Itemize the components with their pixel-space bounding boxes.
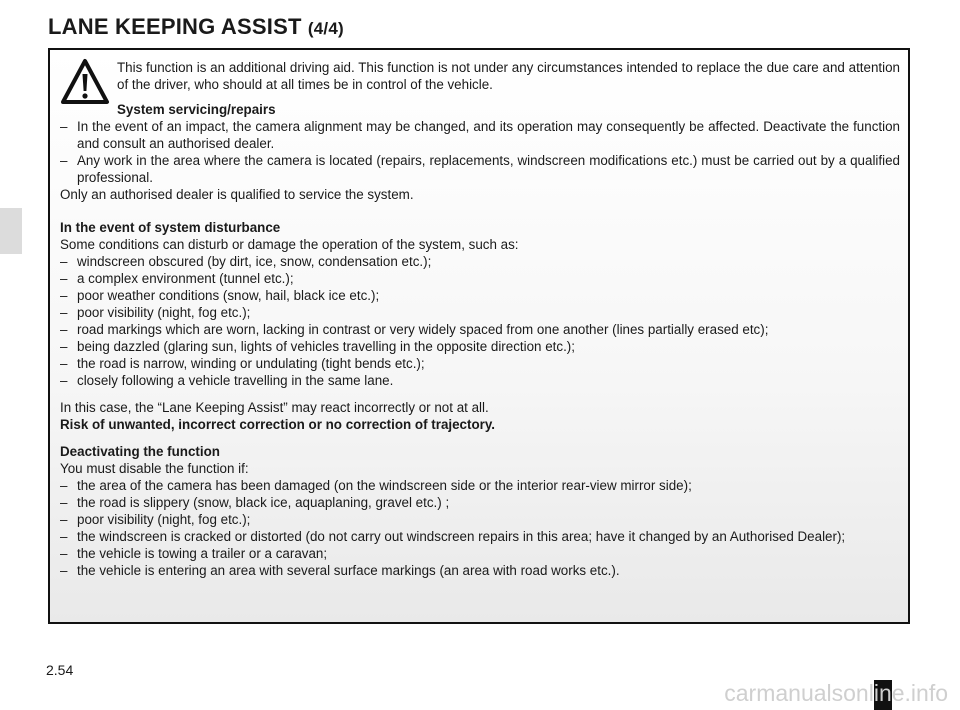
list-item: – Any work in the area where the camera is located (repairs, replacements, windscreen modifications etc.) must be carried out by a qualified professional. [60,152,900,186]
list-item: – the vehicle is towing a trailer or a caravan; [60,545,900,562]
list-item: – the road is slippery (snow, black ice, aquaplaning, gravel etc.) ; [60,494,900,511]
list-item: – poor visibility (night, fog etc.); [60,511,900,528]
list-item: – road markings which are worn, lacking in contrast or very widely spaced from one another (lines partially erased etc); [60,321,900,338]
list-item: – poor visibility (night, fog etc.); [60,304,900,321]
page-title-main: LANE KEEPING ASSIST [48,14,302,39]
page-title-part: (4/4) [307,19,344,38]
list-item: – being dazzled (glaring sun, lights of vehicles travelling in the opposite direction etc.); [60,338,900,355]
page-title [48,14,344,40]
deactivating-intro: You must disable the function if: [60,461,249,476]
page-number: 2.54 [46,662,74,678]
warning-content [60,59,900,579]
disturbance-list [60,253,900,389]
intro-text: This function is an additional driving aid. This function is not under any circumstances intended to replace the due care and attention of the driver, who should at all times be in control of the vehicle. [117,60,900,92]
list-item: – In the event of an impact, the camera alignment may be changed, and its operation may consequently be affected. Deactivate the function and consult an authorised dealer. [60,118,900,152]
list-item: – closely following a vehicle travelling in the same lane. [60,372,900,389]
servicing-heading: System servicing/repairs [117,102,276,117]
deactivating-list [60,477,900,579]
list-item: – windscreen obscured (by dirt, ice, snow, condensation etc.); [60,253,900,270]
list-item: – the vehicle is entering an area with several surface markings (an area with road works etc.). [60,562,900,579]
warning-box [48,48,910,624]
list-item: – poor weather conditions (snow, hail, black ice etc.); [60,287,900,304]
deactivating-heading: Deactivating the function [60,444,220,459]
case-note: In this case, the “Lane Keeping Assist” may react incorrectly or not at all. [60,400,489,415]
dealer-note: Only an authorised dealer is qualified to service the system. [60,187,414,202]
list-item: – a complex environment (tunnel etc.); [60,270,900,287]
list-item: – the area of the camera has been damaged (on the windscreen side or the interior rear-view mirror side); [60,477,900,494]
list-item: – the windscreen is cracked or distorted (do not carry out windscreen repairs in this area; have it changed by an Authorised Dealer); [60,528,900,545]
section-side-tab [0,208,22,254]
watermark: carmanualsonline.info [724,680,948,706]
disturbance-heading: In the event of system disturbance [60,220,281,235]
disturbance-intro: Some conditions can disturb or damage the operation of the system, such as: [60,237,519,252]
list-item: – the road is narrow, winding or undulating (tight bends etc.); [60,355,900,372]
risk-note: Risk of unwanted, incorrect correction or no correction of trajectory. [60,417,496,432]
servicing-list [60,118,900,186]
